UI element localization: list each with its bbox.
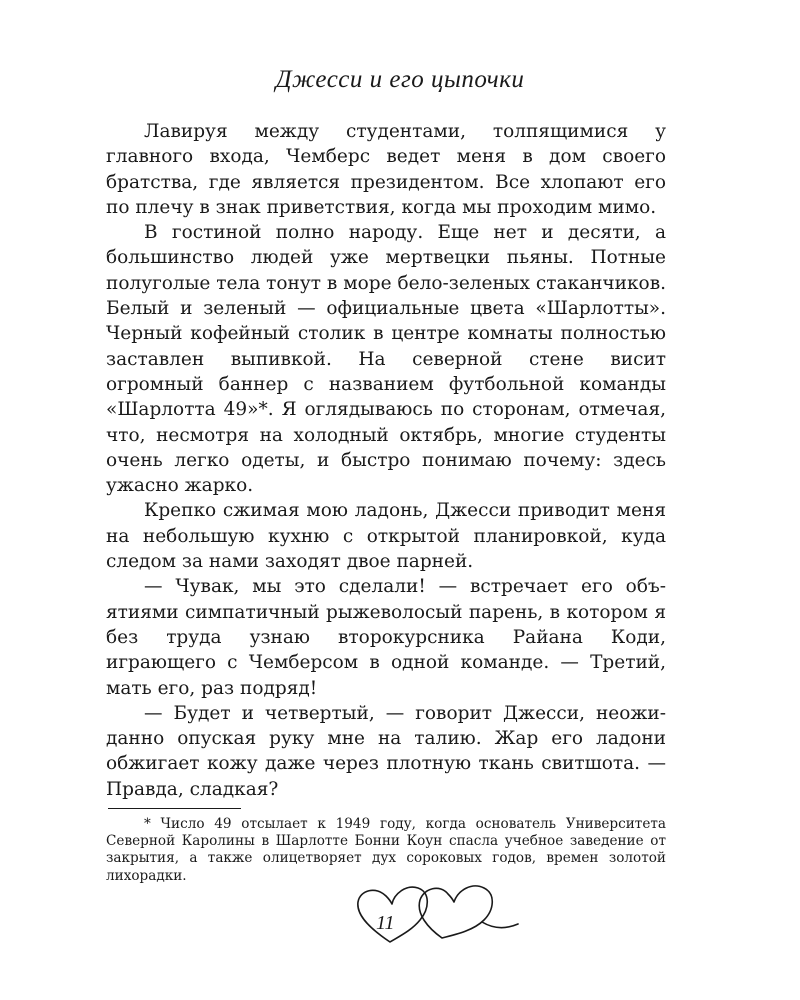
paragraph-5: — Будет и четвертый, — говорит Джесси, неожиданно опуская руку мне на талию. Жар его ладони обжигает кожу даже через плотную ткань свитшота. — Правда, сладкая?: [106, 702, 666, 800]
footnote-separator: [108, 808, 241, 809]
page-number: 11: [376, 912, 395, 934]
paragraph-1: Лавируя между студентами, толпящимися у главного входа, Чемберс ведет меня в дом своего братства, где является президентом. Все хлопают его по плечу в знак приветствия, когда мы проходим мимо.: [106, 121, 666, 218]
footnote: * Число 49 отсылает к 1949 году, когда основатель Университета Северной Каролины в Шарлотте Бонни Коун спасла учебное заведение от закрытия, а также олицетворяет дух сороковых годов, времен золотой лихорадки.: [106, 816, 666, 884]
page-number-ornament: [350, 878, 530, 948]
body-text: [106, 119, 666, 802]
paragraph-2: В гостиной полно народу. Еще нет и десяти, а большинство людей уже мертвецки пьяны. Потные полуголые тела тонут в море бело-зеленых стаканчиков. Белый и зеленый — официальные цвета «Шарлотты». Черный кофейный столик в центре комнаты полностью заставлен выпивкой. На северной стене висит огромный баннер с названием футбольной команды «Шарлотта 49»*. Я оглядываюсь по сторонам, отмечая, что, несмотря на холодный октябрь, многие студенты очень легко одеты, и быстро понимаю почему: здесь ужасно жарко.: [106, 222, 666, 497]
paragraph-3: Крепко сжимая мою ладонь, Джесси приводит меня на небольшую кухню с открытой планировкой, куда следом за нами заходят двое парней.: [106, 500, 666, 573]
paragraph-4: — Чувак, мы это сделали! — встречает его объятиями симпатичный рыжеволосый парень, в котором я без труда узнаю второкурсника Райана Коди, играющего с Чемберсом в одной команде. — Третий, мать его, раз подряд!: [106, 576, 666, 699]
running-head: Джесси и его цыпочки: [275, 66, 525, 93]
